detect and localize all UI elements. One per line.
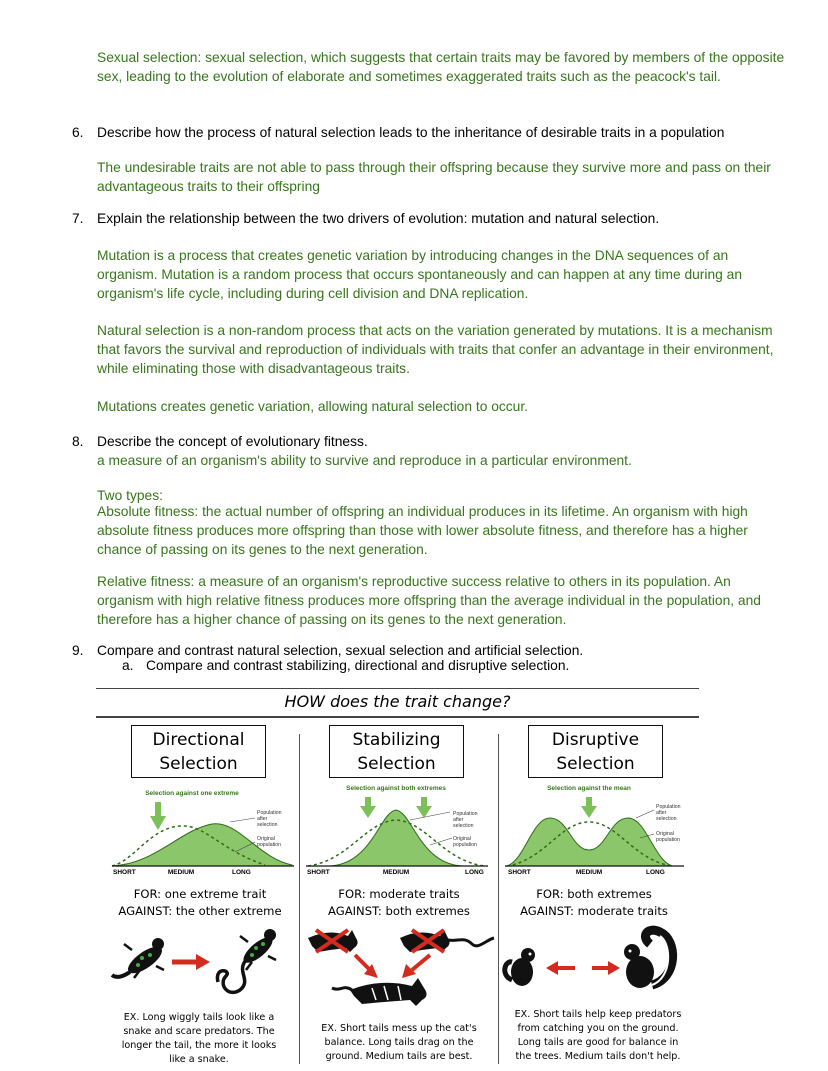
against-text: AGAINST: moderate traits <box>520 904 668 918</box>
population-after-curve <box>507 818 672 866</box>
lizard-short-tail-icon <box>112 938 166 978</box>
example-line: like a snake. <box>169 1054 229 1065</box>
against-text: AGAINST: the other extreme <box>118 904 282 918</box>
directional-graph <box>112 790 294 876</box>
legend-original: Original population <box>453 836 477 848</box>
green-arrow-head <box>150 816 166 830</box>
example-line: from catching you on the ground. <box>517 1023 679 1034</box>
axis-long: LONG <box>646 869 665 876</box>
example-line: EX. Short tails mess up the cat's <box>321 1023 477 1034</box>
green-arrow-head <box>360 806 376 818</box>
panel-title-line: Disruptive <box>551 730 640 750</box>
question-7-answer-mutation: Mutation is a process that creates genetic variation by introducing changes in the DNA sequences of an organism. Mutation is a random process that occurs spontaneously and can happen at any time during an organism's life cycle, including during cell division and DNA replication. <box>97 248 742 301</box>
question-number: 6. <box>72 125 84 140</box>
legend-original: Original population <box>656 831 680 843</box>
disruptive-example <box>500 1008 696 1064</box>
absolute-fitness-answer: Absolute fitness: the actual number of offspring an individual produces in its lifetime. An organism with high absolute fitness produces more offspring than those with lower absolute fitness, and therefore has a higher chance of passing on its genes to the next generation. <box>97 504 748 557</box>
disruptive-graph <box>505 785 684 876</box>
question-7-answer-natural-selection: Natural selection is a non-random process that acts on the variation generated by mutations. It is a mechanism that favors the survival and reproduction of individuals with traits that confer an advantage in their environment, while eliminating those with disadvantageous traits. <box>97 323 774 376</box>
question-text: Explain the relationship between the two drivers of evolution: mutation and natural selection. <box>97 211 660 226</box>
red-arrow-left-icon <box>546 961 575 975</box>
question-text: Describe the concept of evolutionary fitness. <box>97 434 368 449</box>
two-types-label: Two types: <box>97 488 163 503</box>
panel-title-line: Stabilizing <box>352 730 441 750</box>
green-arrow-head <box>581 806 597 818</box>
red-arrow-icon <box>402 955 430 978</box>
axis-medium: MEDIUM <box>167 869 195 876</box>
axis-long: LONG <box>232 869 251 876</box>
squirrel-short-tail-icon <box>505 948 535 986</box>
panel-title-line: Selection <box>159 754 238 774</box>
example-line: the trees. Medium tails don't help. <box>515 1051 681 1062</box>
relative-fitness-answer: Relative fitness: a measure of an organism's reproductive success relative to others in its population. An organism with high relative fitness produces more offspring than the average individual in the population, and therefore has a higher chance of passing on its genes to the next generation. <box>97 574 761 627</box>
cat-short-tail-icon <box>308 930 358 952</box>
axis-medium: MEDIUM <box>382 869 410 876</box>
directional-example <box>106 1011 292 1067</box>
question-number: 8. <box>72 434 84 449</box>
directional-caption <box>100 886 300 920</box>
panel-title-line: Selection <box>357 754 436 774</box>
example-line: snake and scare predators. The <box>123 1026 275 1037</box>
example-line: EX. Short tails help keep predators <box>514 1009 682 1020</box>
figure-title: HOW does the trait change? <box>284 692 511 711</box>
legend-after: Population after selection <box>453 811 478 829</box>
stabilizing-caption <box>299 886 499 920</box>
selection-against-label: Selection against one extreme <box>145 790 239 797</box>
axis-medium: MEDIUM <box>575 869 603 876</box>
selection-against-label: Selection against both extremes <box>346 785 446 792</box>
question-text: Describe how the process of natural selection leads to the inheritance of desirable traits in a population <box>97 125 725 140</box>
lizard-long-tail-icon <box>217 929 276 992</box>
population-after-curve <box>330 810 462 866</box>
red-arrow-icon <box>355 955 378 978</box>
legend-after: Population after selection <box>257 810 282 828</box>
fitness-definition: a measure of an organism's ability to survive and reproduce in a particular environment. <box>97 453 632 468</box>
for-text: FOR: one extreme trait <box>133 887 267 901</box>
for-text: FOR: moderate traits <box>338 887 460 901</box>
question-text: Compare and contrast natural selection, sexual selection and artificial selection. <box>97 643 584 658</box>
example-line: balance. Long tails drag on the <box>324 1037 474 1048</box>
disruptive-caption <box>494 886 694 920</box>
stabilizing-graph <box>306 785 488 876</box>
sub-question-number: a. <box>122 658 134 673</box>
legend-original: Original population <box>257 836 281 848</box>
question-7-answer-summary: Mutations creates genetic variation, allowing natural selection to occur. <box>97 399 529 414</box>
stabilizing-example <box>304 1022 494 1064</box>
example-line: EX. Long wiggly tails look like a <box>123 1012 275 1023</box>
axis-short: SHORT <box>508 869 531 876</box>
cat-long-tail-icon <box>400 930 494 952</box>
example-line: longer the tail, the more it looks <box>121 1040 277 1051</box>
selection-against-label: Selection against the mean <box>547 785 631 792</box>
question-number: 7. <box>72 211 84 226</box>
red-arrow-right-icon <box>592 961 620 975</box>
axis-short: SHORT <box>307 869 330 876</box>
sub-question-text: Compare and contrast stabilizing, directional and disruptive selection. <box>146 658 570 673</box>
axis-short: SHORT <box>113 869 136 876</box>
for-text: FOR: both extremes <box>536 887 652 901</box>
panel-title-line: Directional <box>152 730 245 750</box>
axis-long: LONG <box>465 869 484 876</box>
example-line: ground. Medium tails are best. <box>325 1051 473 1062</box>
legend-after: Population after selection <box>656 804 681 822</box>
panel-title-line: Selection <box>556 754 635 774</box>
cat-medium-tail-icon <box>332 978 427 1006</box>
question-number: 9. <box>72 643 84 658</box>
example-line: Long tails are good for balance in <box>517 1037 679 1048</box>
question-6-answer: The undesirable traits are not able to pass through their offspring because they survive more and pass on their advantageous traits to their offspring <box>97 160 771 194</box>
red-arrow-icon <box>172 954 210 970</box>
against-text: AGAINST: both extremes <box>328 904 470 918</box>
squirrel-long-tail-icon <box>624 930 673 988</box>
sexual-selection-answer: Sexual selection: sexual selection, which suggests that certain traits may be favored by members of the opposite sex, leading to the evolution of elaborate and sometimes exaggerated traits such as the peacock's tail. <box>97 50 785 84</box>
